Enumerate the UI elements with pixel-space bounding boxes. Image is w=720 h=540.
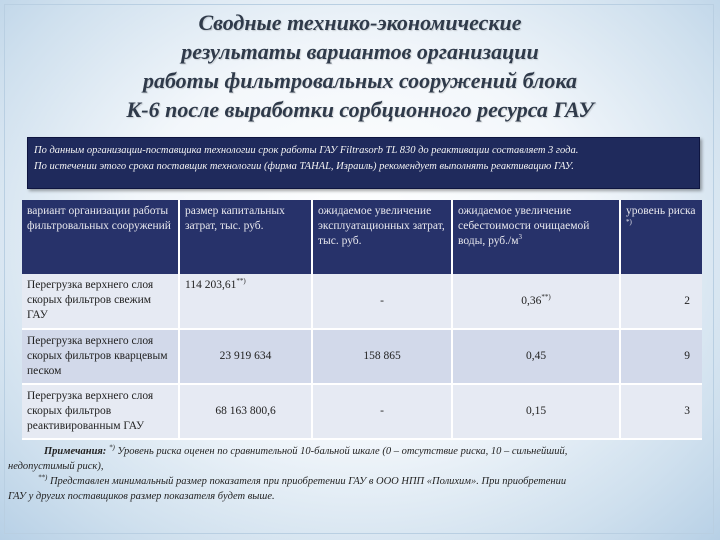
- table-header-row: [22, 200, 702, 274]
- footnote-mark: *): [626, 218, 632, 227]
- cell-variant: Перегрузка верхнего слоя скорых фильтров реактивированным ГАУ: [22, 385, 180, 440]
- title-line: Сводные технико-экономические: [198, 10, 522, 35]
- cell-capital: 23 919 634: [180, 330, 313, 385]
- unit-superscript: 3: [518, 233, 522, 242]
- header-risk: уровень риска *): [621, 200, 702, 274]
- cell-capital: 68 163 800,6: [180, 385, 313, 440]
- table-row: [22, 330, 702, 385]
- cell-variant: Перегрузка верхнего слоя скорых фильтров свежим ГАУ: [22, 274, 180, 330]
- cell-cost: 0,15: [453, 385, 621, 440]
- title-line: К-6 после выработки сорбционного ресурса ГАУ: [126, 97, 594, 122]
- footnote-line: ГАУ у других поставщиков размер показателя будет выше.: [8, 491, 275, 502]
- footnote-mark: **): [541, 292, 551, 301]
- header-capital: размер капитальных затрат, тыс. руб.: [180, 200, 313, 274]
- title-line: работы фильтровальных сооружений блока: [142, 68, 578, 93]
- cell-variant: Перегрузка верхнего слоя скорых фильтров кварцевым песком: [22, 330, 180, 385]
- table-row: [22, 385, 702, 440]
- notice-line: По истечении этого срока поставщик технологии (фирма ТАНАL, Израиль) рекомендует выполнять реактивацию ГАУ.: [34, 161, 574, 172]
- cell-operating: -: [313, 385, 453, 440]
- notice-box: [27, 137, 700, 189]
- cell-risk: 2: [621, 274, 702, 330]
- header-cost: ожидаемое увеличение себестоимости очищаемой воды, $руб./м^3$: [453, 200, 621, 274]
- table-row: [22, 274, 702, 330]
- footnote-line: Примечания: *) Уровень риска оценен по сравнительной 10-бальной шкале (0 – отсутствие риска, 10 – сильнейший,: [44, 443, 568, 457]
- results-table: [22, 200, 702, 440]
- footnote-mark: **): [236, 277, 246, 286]
- footnotes: [8, 444, 712, 504]
- cell-operating: -: [313, 274, 453, 330]
- header-operating: ожидаемое увеличение эксплуатационных затрат, тыс. руб.: [313, 200, 453, 274]
- cell-capital: 114 203,61**): [180, 274, 313, 330]
- cell-cost: 0,45: [453, 330, 621, 385]
- footnote-line: **) Представлен минимальный размер показателя при приобретении ГАУ в ООО НПП «Полихим». При приобретении: [38, 473, 567, 487]
- slide-title: [60, 8, 660, 124]
- cell-risk: 9: [621, 330, 702, 385]
- title-line: результаты вариантов организации: [181, 39, 539, 64]
- cell-cost: 0,36**): [453, 274, 621, 330]
- header-variant: вариант организации работы фильтровальных сооружений: [22, 200, 180, 274]
- cell-operating: 158 865: [313, 330, 453, 385]
- footnote-line: недопустимый риск),: [8, 461, 104, 472]
- notice-line: По данным организации-поставщика технологии срок работы ГАУ Filtrasorb TL 830 до реактивации составляет 3 года.: [34, 145, 579, 156]
- cell-risk: 3: [621, 385, 702, 440]
